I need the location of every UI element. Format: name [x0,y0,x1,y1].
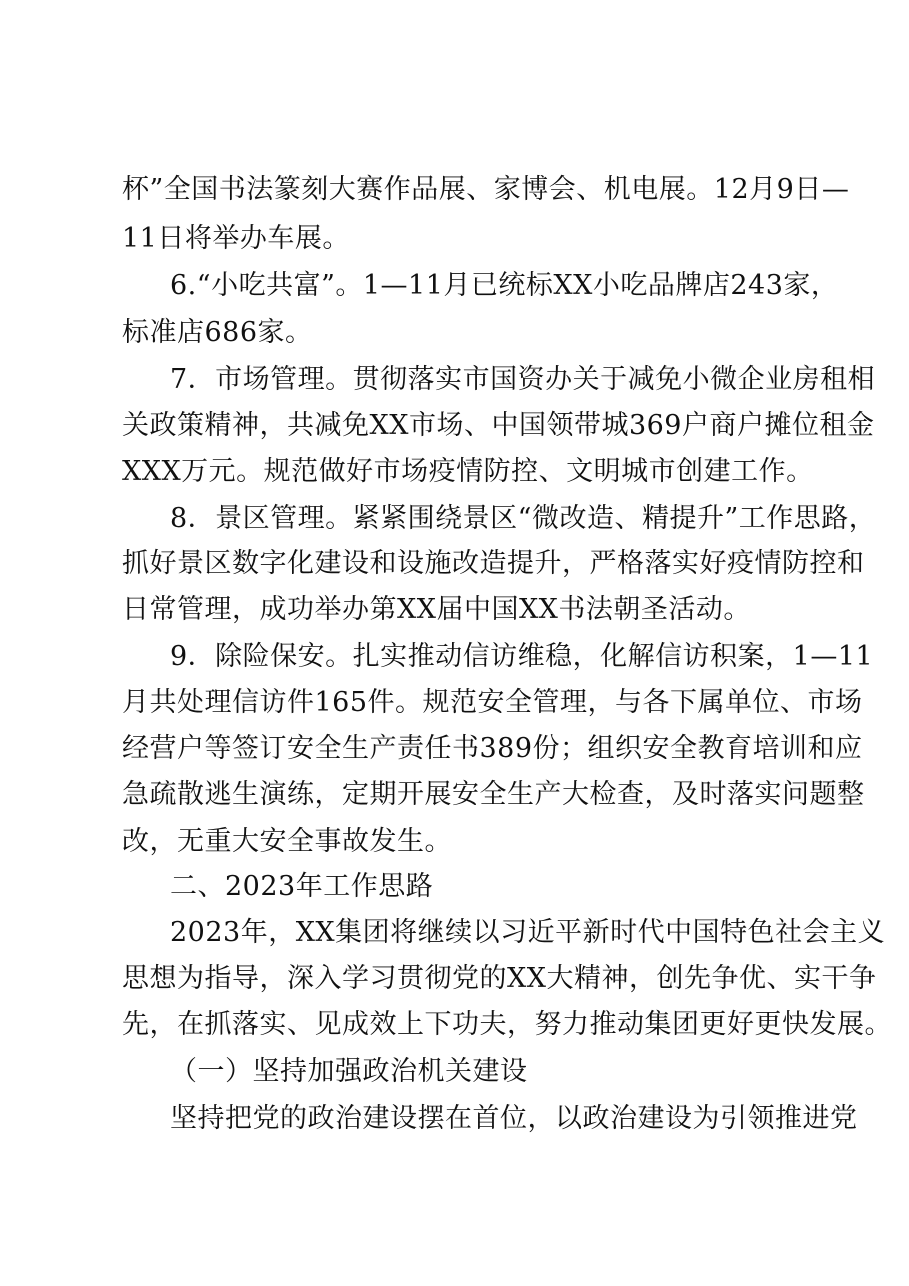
text-line: 杯”全国书法篆刻大赛作品展、家博会、机电展。12月9日— [122,174,850,205]
section-heading: 二、2023年工作思路 [170,871,434,902]
text-line: 急疏散逃生演练，定期开展安全生产大检查，及时落实问题整 [122,779,865,810]
text-line: 抓好景区数字化建设和设施改造提升，严格落实好疫情防控和 [122,548,865,579]
text-line: 2023年，XX集团将继续以习近平新时代中国特色社会主义 [170,917,886,948]
text-line: 6.“小吃共富”。1—11月已统标XX小吃品牌店243家， [170,270,839,301]
text-line: 坚持把党的政治建设摆在首位，以政治建设为引领推进党 [170,1103,858,1134]
text-line: 思想为指导，深入学习贯彻党的XX大精神，创先争优、实干争 [122,963,877,994]
subsection-heading: （一）坚持加强政治机关建设 [170,1056,528,1087]
text-line: 日常管理，成功举办第XX届中国XX书法朝圣活动。 [122,594,751,625]
text-line: 月共处理信访件165件。规范安全管理，与各下属单位、市场 [122,687,863,718]
text-line: 改，无重大安全事故发生。 [122,826,452,857]
text-line: 先，在抓落实、见成效上下功夫，努力推动集团更好更快发展。 [122,1009,892,1040]
text-line: 关政策精神，共减免XX市场、中国领带城369户商户摊位租金 [122,410,875,441]
text-line: 11日将举办车展。 [122,223,350,254]
text-line: 7．市场管理。贯彻落实市国资办关于减免小微企业房租相 [170,364,876,395]
text-line: 标准店686家。 [122,317,313,348]
text-line: 经营户等签订安全生产责任书389份；组织安全教育培训和应 [122,733,863,764]
text-line: XXX万元。规范做好市场疫情防控、文明城市创建工作。 [122,456,814,487]
text-line: 9．除险保安。扎实推动信访维稳，化解信访积案，1—11 [170,641,874,672]
text-line: 8．景区管理。紧紧围绕景区“微改造、精提升”工作思路， [170,503,877,534]
